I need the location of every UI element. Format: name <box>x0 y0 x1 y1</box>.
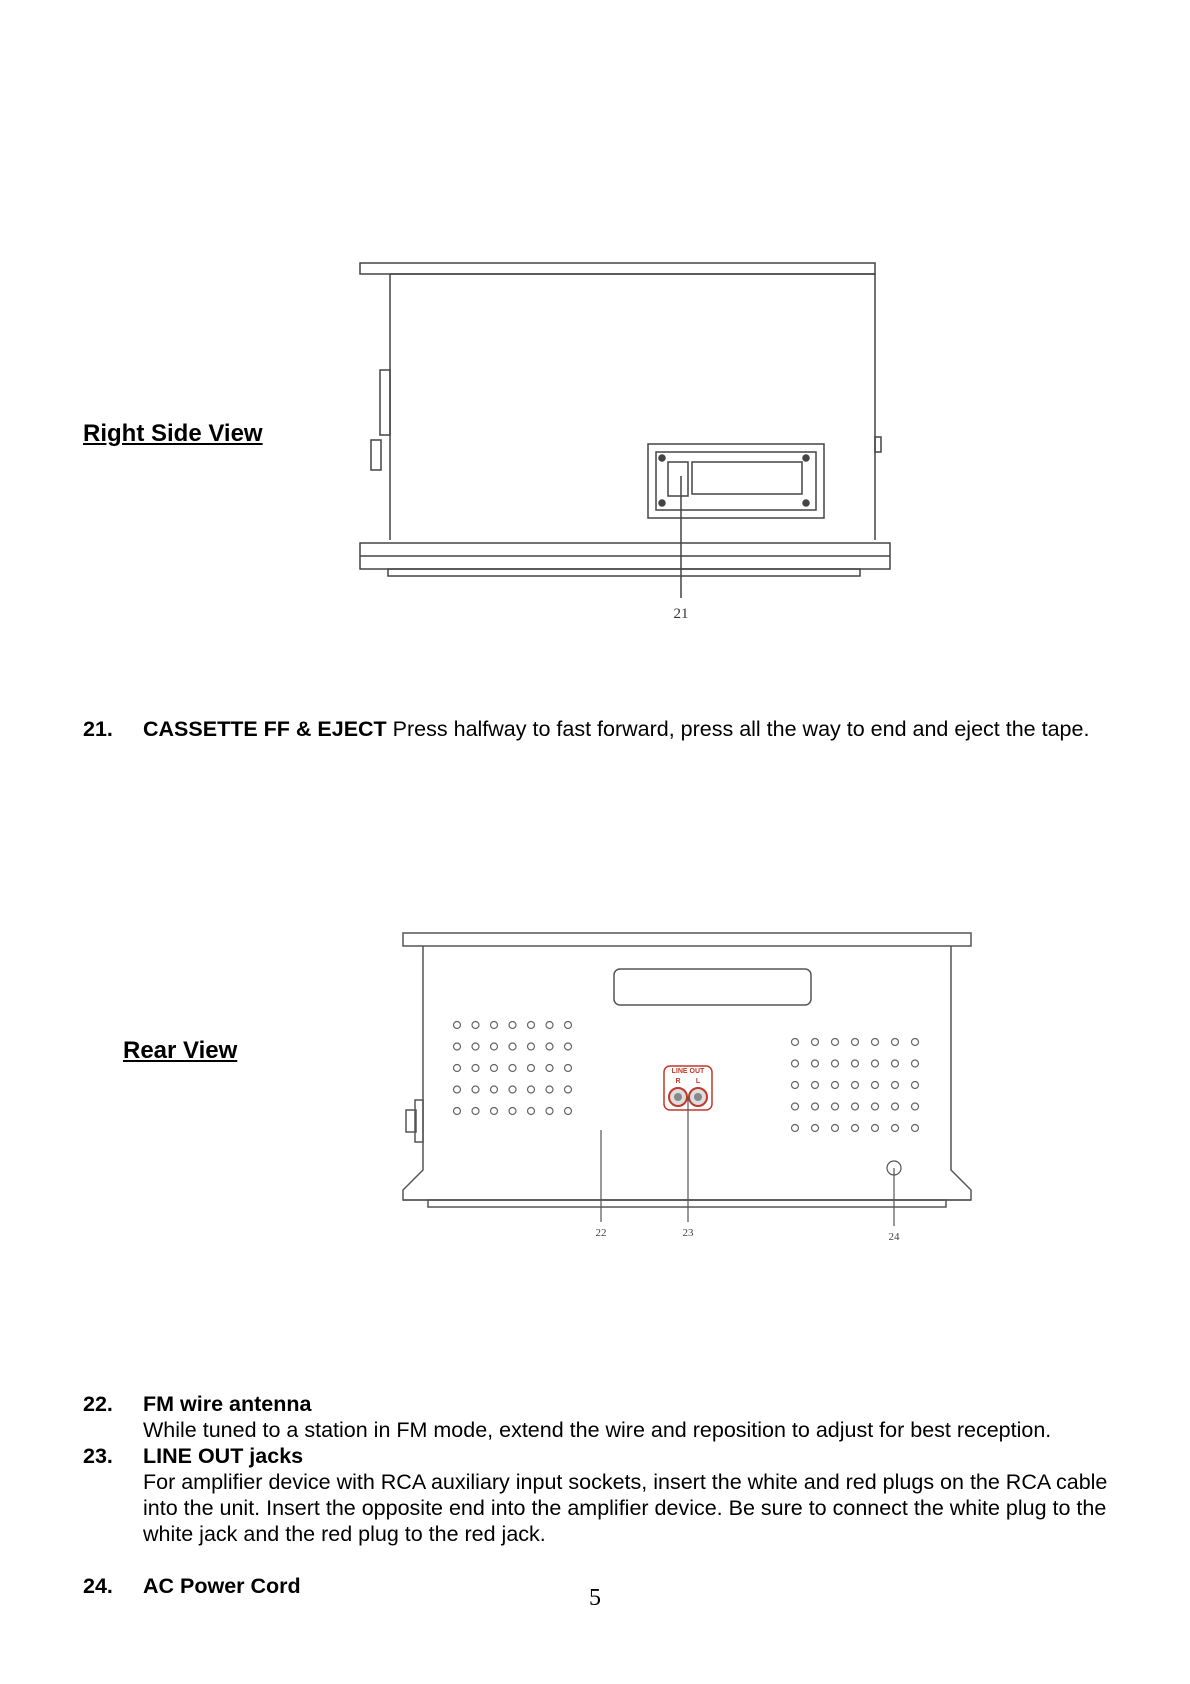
side-knob <box>371 440 381 470</box>
grille-hole <box>528 1022 535 1029</box>
grille-hole <box>872 1082 879 1089</box>
base-foot <box>388 569 860 576</box>
grille-hole <box>792 1103 799 1110</box>
item-text: For amplifier device with RCA auxiliary input sockets, insert the white and red plugs on the RCA cable into the unit. Insert the opposite end into the amplifier device. Be sure to connect the white plug to the white jack and the red plug to the red jack. <box>143 1470 1108 1546</box>
r-label: R <box>675 1078 681 1085</box>
grille-hole <box>472 1043 479 1050</box>
front-panel-edge <box>380 370 390 435</box>
grille-hole <box>528 1108 535 1115</box>
grille-hole <box>491 1065 498 1072</box>
grille-hole <box>892 1103 899 1110</box>
grille-hole <box>832 1060 839 1067</box>
grille-hole <box>832 1039 839 1046</box>
grille-hole <box>509 1043 516 1050</box>
grille-hole <box>892 1125 899 1132</box>
grille-hole <box>472 1086 479 1093</box>
grille-hole <box>565 1043 572 1050</box>
lid <box>360 263 875 274</box>
grille-hole <box>872 1103 879 1110</box>
grille-hole <box>892 1060 899 1067</box>
grille-hole <box>528 1086 535 1093</box>
grille-hole <box>892 1039 899 1046</box>
item-21 <box>83 716 1123 742</box>
grille-hole <box>565 1108 572 1115</box>
callout-22: 22 <box>595 1227 607 1239</box>
rear-view-heading: Rear View <box>123 1037 238 1064</box>
item-title: FM wire antenna <box>143 1392 312 1416</box>
grille-hole <box>792 1039 799 1046</box>
grille-hole <box>912 1060 919 1067</box>
rear-view-diagram <box>0 900 1190 1260</box>
grille-hole <box>454 1043 461 1050</box>
grille-hole <box>812 1060 819 1067</box>
grille-hole <box>454 1065 461 1072</box>
grille-hole <box>509 1065 516 1072</box>
callout-23: 23 <box>682 1227 694 1239</box>
page-number: 5 <box>589 1585 601 1611</box>
callout-21: 21 <box>673 606 689 622</box>
callout-24: 24 <box>888 1231 900 1243</box>
rear-lid <box>403 933 971 946</box>
grille-hole <box>491 1108 498 1115</box>
l-label: L <box>695 1078 701 1085</box>
grille-hole <box>546 1065 553 1072</box>
grille-hole <box>472 1065 479 1072</box>
right-speaker-grille <box>792 1039 919 1132</box>
right-knob <box>875 437 881 452</box>
grille-hole <box>792 1125 799 1132</box>
grille-hole <box>509 1086 516 1093</box>
grille-hole <box>528 1043 535 1050</box>
item-number: 24. <box>83 1574 113 1598</box>
grille-hole <box>472 1022 479 1029</box>
grille-hole <box>872 1039 879 1046</box>
right-side-view-diagram <box>0 0 1190 640</box>
grille-hole <box>454 1022 461 1029</box>
grille-hole <box>546 1086 553 1093</box>
grille-hole <box>812 1103 819 1110</box>
grille-hole <box>454 1108 461 1115</box>
grille-hole <box>912 1125 919 1132</box>
item-title: LINE OUT jacks <box>143 1444 304 1468</box>
grille-hole <box>912 1082 919 1089</box>
item-title: AC Power Cord <box>143 1574 301 1598</box>
cabinet-body <box>390 274 875 540</box>
grille-hole <box>509 1022 516 1029</box>
right-side-view-heading: Right Side View <box>83 420 263 447</box>
cassette-deck <box>648 444 824 518</box>
item-number: 22. <box>83 1392 113 1416</box>
label-plate <box>614 969 811 1005</box>
grille-hole <box>852 1125 859 1132</box>
grille-hole <box>546 1043 553 1050</box>
grille-hole <box>872 1125 879 1132</box>
grille-hole <box>472 1108 479 1115</box>
grille-hole <box>454 1086 461 1093</box>
grille-hole <box>565 1086 572 1093</box>
cassette-window <box>692 462 802 494</box>
grille-hole <box>792 1060 799 1067</box>
grille-hole <box>892 1082 899 1089</box>
grille-hole <box>832 1082 839 1089</box>
grille-hole <box>491 1022 498 1029</box>
grille-hole <box>852 1082 859 1089</box>
line-out-label: LINE OUT <box>671 1068 705 1075</box>
grille-hole <box>852 1103 859 1110</box>
grille-hole <box>528 1065 535 1072</box>
grille-hole <box>872 1060 879 1067</box>
grille-hole <box>546 1022 553 1029</box>
grille-hole <box>812 1082 819 1089</box>
grille-hole <box>912 1103 919 1110</box>
grille-hole <box>912 1039 919 1046</box>
grille-hole <box>852 1060 859 1067</box>
item-number: 21. <box>83 717 113 741</box>
item-23 <box>83 1443 1123 1547</box>
item-text: Press halfway to fast forward, press all the way to end and eject the tape. <box>386 717 1090 741</box>
left-speaker-grille <box>454 1022 572 1115</box>
rear-base <box>428 1200 946 1207</box>
grille-hole <box>565 1065 572 1072</box>
grille-hole <box>546 1108 553 1115</box>
grille-hole <box>812 1039 819 1046</box>
grille-hole <box>509 1108 516 1115</box>
item-text: While tuned to a station in FM mode, extend the wire and reposition to adjust for best reception. <box>143 1418 1052 1442</box>
grille-hole <box>812 1125 819 1132</box>
grille-hole <box>852 1039 859 1046</box>
grille-hole <box>832 1125 839 1132</box>
grille-hole <box>832 1103 839 1110</box>
item-22 <box>83 1391 1123 1443</box>
ff-eject-button <box>668 462 688 496</box>
grille-hole <box>491 1086 498 1093</box>
item-number: 23. <box>83 1444 113 1468</box>
item-title: CASSETTE FF & EJECT <box>143 717 387 741</box>
grille-hole <box>491 1043 498 1050</box>
grille-hole <box>792 1082 799 1089</box>
grille-hole <box>565 1022 572 1029</box>
